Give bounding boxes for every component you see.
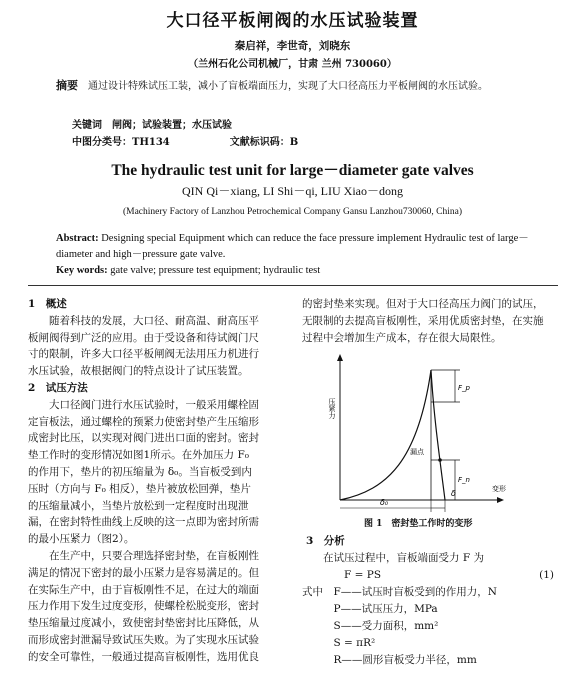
body-text-line: 定盲板法，通过螺栓的预紧力使密封垫产生压缩形 — [28, 415, 259, 428]
label-delta0: δ₀ — [380, 498, 389, 507]
label-delta: δ — [451, 489, 456, 498]
label-fp: F_p — [458, 384, 470, 392]
abstract-cn — [56, 78, 556, 95]
line-text: F = PS — [302, 569, 382, 581]
line-text: S = πR² — [302, 637, 376, 649]
authors-cn: 秦启祥，李世奇，刘晓东 — [234, 40, 351, 52]
analysis-text-line — [302, 550, 560, 567]
body-text-line: 寸的限制，许多大口径平板闸阀无法用压力机进行 — [28, 348, 259, 361]
body-text-line: 压时（方向与 F₀ 相反），垫片被放松回弹，垫片 — [28, 482, 251, 495]
keywords-label-en: Key words: — [56, 265, 108, 276]
line-text: R——圆形盲板受力半径，mm — [302, 654, 477, 666]
analysis-text-line — [302, 601, 560, 618]
authors-en: QIN Qi－xiang, LI Shi－qi, LIU Xiao－dong — [182, 184, 403, 198]
y-axis-arrow — [337, 354, 343, 361]
body-text-line: 满足的情况下密封的最小压紧力是容易满足的。但 — [28, 566, 259, 579]
body-text-line: 的作用下，垫片的初压缩量为 δ₀。当盲板受到内 — [28, 465, 252, 478]
figure-1-caption: 图 1 密封垫工作时的变形 — [364, 519, 473, 529]
section-3-heading: 3 分析 — [306, 535, 345, 547]
loading-curve — [340, 370, 431, 500]
body-text-line: 垫工作时的变形情况如图1所示。在外加压力 F₀ — [28, 449, 250, 462]
body-text-line: 漏，在密封特性曲线上反映的这一点即为密封所需 — [28, 516, 259, 529]
abstract-text-cn: 通过设计特殊试压工装，减小了盲板端面压力，实现了大口径高压力平板闸阀的水压试验。 — [88, 81, 488, 92]
keywords-cn: 关键词 闸阀；试验装置；水压试验 — [72, 120, 232, 131]
body-text-line: 板闸阀得到广泛的应用。由于受设备和待试阀门尺 — [28, 331, 259, 344]
body-right-column — [302, 296, 560, 346]
analysis-text-line — [302, 584, 560, 601]
x-axis-label: 变形 — [492, 485, 506, 493]
abstract-label-en: Abstract: — [56, 233, 99, 244]
y-axis-label: 压紧力 — [328, 398, 336, 419]
line-text: 在试压过程中，盲板端面受力 F 为 — [302, 552, 484, 564]
paper-title-en: The hydraulic test unit for large－diameter gate valves — [111, 162, 474, 179]
body-text-line: 的安全可靠性，一般通过提高盲板刚性，选用优良 — [28, 650, 259, 663]
header-divider — [28, 285, 558, 286]
line-text: P——试压压力，MPa — [302, 603, 438, 615]
section-3-body — [302, 550, 560, 669]
figure-1-gasket-deformation — [318, 350, 528, 516]
keywords-text-en: gate valve; pressure test equipment; hydraulic test — [110, 265, 321, 276]
body-text-line: 压力作用下发生过度变形，使螺栓松脱变形，密封 — [28, 600, 259, 613]
body-text-line: 大口径阀门进行水压试验时，一般采用螺栓固 — [28, 398, 259, 411]
document-code: 文献标识码：B — [229, 137, 299, 148]
body-text-line: 在实际生产中，由于盲板刚性不足，在过大的端面 — [28, 583, 259, 596]
body-text-line: 而形成密封泄漏导致试压失败。为了实现水压试验 — [28, 633, 259, 646]
abstract-en — [56, 231, 556, 263]
body-text-line: 垫压缩量过度减小，致使密封垫密封比压降低，从 — [28, 617, 259, 630]
body-text-line: 成密封比压，以实现对阀门进出口面的密封。密封 — [28, 432, 259, 445]
section-heading: 1 概述 — [28, 298, 67, 310]
body-left-column — [28, 296, 293, 666]
analysis-text-line — [302, 618, 560, 635]
equation-line — [302, 567, 560, 584]
equation-number: (1) — [539, 569, 554, 581]
unloading-curve — [431, 370, 445, 500]
line-text: 式中 F——试压时盲板受到的作用力，N — [302, 586, 497, 598]
body-text-line: 的最小压紧力（图2）。 — [28, 533, 135, 546]
body-text-line: 随着科技的发展，大口径、耐高温、耐高压平 — [28, 314, 259, 327]
keywords-en — [56, 265, 320, 276]
leak-point-label: 漏点 — [410, 448, 424, 456]
body-text-line: 水压试验，故根据阀门的特点设计了试压装置。 — [28, 365, 249, 378]
analysis-text-line — [302, 635, 560, 652]
clc-number: 中图分类号：TH134 — [72, 137, 170, 148]
x-axis-arrow — [497, 497, 504, 503]
section-heading: 2 试压方法 — [28, 381, 88, 394]
body-text-line: 无限制的去提高盲板刚性，采用优质密封垫，在实施 — [302, 314, 544, 327]
abstract-label-cn: 摘要 — [56, 79, 78, 92]
classification-cn — [72, 133, 298, 148]
body-text-line: 的压缩量减小，当垫片放松到一定程度时出现泄 — [28, 499, 249, 512]
paper-title-cn: 大口径平板闸阀的水压试验装置 — [166, 11, 419, 31]
label-fn: F_n — [458, 476, 470, 484]
abstract-text-en: Designing special Equipment which can reduce the face pressure implement Hydraulic test of large－diameter and high－pressure gate valve. — [56, 233, 529, 260]
line-text: S——受力面积，mm² — [302, 620, 439, 632]
body-text-line: 过程中会增加生产成本，存在很大局限性。 — [302, 331, 502, 344]
affiliation-en: (Machinery Factory of Lanzhou Petrochemical Company Gansu Lanzhou730060, China) — [122, 207, 462, 217]
body-text-line: 在生产中，只要合理选择密封垫，在盲板刚性 — [28, 549, 259, 562]
body-text-line: 的密封垫来实现。但对于大口径高压力阀门的试压， — [302, 298, 544, 310]
analysis-text-line — [302, 652, 560, 669]
affiliation-cn: （兰州石化公司机械厂，甘肃 兰州 730060） — [188, 59, 397, 70]
